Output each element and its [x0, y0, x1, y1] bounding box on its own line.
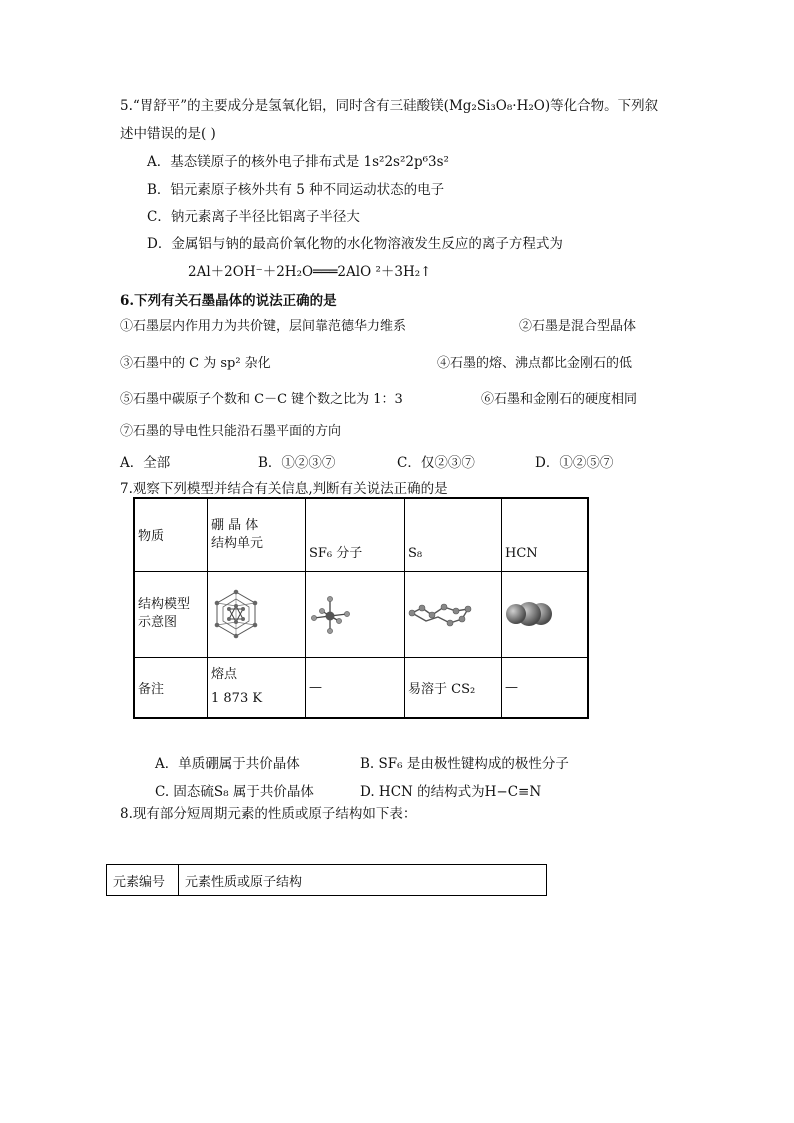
q6-statement-6: ⑥石墨和金刚石的硬度相同	[481, 392, 638, 407]
q6-statement-1: ①石墨层内作用力为共价键，层间靠范德华力维系	[120, 319, 407, 334]
q8-table	[106, 864, 547, 896]
hcn-header: HCN	[502, 498, 589, 571]
q7-stem: 7.观察下列模型并结合有关信息,判断有关说法正确的是	[120, 481, 448, 497]
q5-equation: 2Al＋2OH⁻＋2H₂O═══2AlO ²＋3H₂↑	[188, 264, 432, 280]
q8-stem: 8.现有部分短周期元素的性质或原子结构如下表：	[120, 806, 417, 822]
boron-model-cell	[208, 571, 306, 657]
q6-statement-5: ⑤石墨中碳原子个数和 C－C 键个数之比为 1：3	[120, 392, 403, 407]
s8-ring-icon	[408, 599, 474, 629]
row-header-notes: 备注	[134, 657, 208, 718]
q6-statement-7: ⑦石墨的导电性只能沿石墨平面的方向	[120, 424, 342, 439]
s8-header: S₈	[405, 498, 502, 571]
q8-header-element-property: 元素性质或原子结构	[179, 865, 547, 896]
boron-note	[208, 657, 306, 718]
q6-statement-2: ②石墨是混合型晶体	[519, 319, 637, 334]
q5-stem-line2: 述中错误的是( )	[120, 126, 216, 142]
q7-option-c: C. 固态硫S₈ 属于共价晶体	[155, 784, 314, 800]
q5-option-d: D．金属铝与钠的最高价氧化物的水化物溶液发生反应的离子方程式为	[147, 236, 563, 252]
q8-header-element-no: 元素编号	[107, 865, 179, 896]
hcn-note: —	[502, 657, 589, 718]
boron-note-value: 1 873 K	[211, 691, 263, 707]
boron-header-line2: 结构单元	[211, 535, 264, 551]
q6-stem: 6.下列有关石墨晶体的说法正确的是	[120, 293, 337, 309]
sf6-note: —	[306, 657, 405, 718]
boron-note-label: 熔点	[211, 667, 238, 683]
row-header-model	[134, 571, 208, 657]
hcn-model-cell	[502, 571, 589, 657]
q5-stem-line1: 5.“胃舒平”的主要成分是氢氧化铝，同时含有三硅酸镁(Mg₂Si₃O₈·H₂O)等化合物。下列叙	[120, 98, 659, 114]
q6-option-d: D．①②⑤⑦	[535, 455, 614, 471]
hcn-spacefill-icon	[505, 599, 555, 629]
sf6-header: SF₆ 分子	[306, 498, 405, 571]
q7-table	[133, 497, 589, 719]
boron-icosahedron-icon	[211, 589, 261, 639]
q6-statement-3: ③石墨中的 C 为 sp² 杂化	[120, 356, 271, 371]
q5-option-c: C．钠元素离子半径比铝离子半径大	[147, 209, 360, 225]
sf6-molecule-icon	[309, 594, 353, 634]
q6-option-b: B．①②③⑦	[258, 455, 336, 471]
boron-header	[208, 498, 306, 571]
q7-option-b: B. SF₆ 是由极性键构成的极性分子	[360, 756, 569, 772]
boron-header-line1: 硼 晶 体	[211, 517, 259, 533]
s8-model-cell	[405, 571, 502, 657]
q5-option-b: B．铝元素原子核外共有 5 种不同运动状态的电子	[147, 182, 445, 198]
q6-option-c: C．仅②③⑦	[397, 455, 475, 471]
sf6-model-cell	[306, 571, 405, 657]
s8-note: 易溶于 CS₂	[405, 657, 502, 718]
q7-option-d: D. HCN 的结构式为H−C≡N	[360, 784, 542, 800]
q6-statement-4: ④石墨的熔、沸点都比金刚石的低	[437, 356, 633, 371]
q5-option-a: A．基态镁原子的核外电子排布式是 1s²2s²2p⁶3s²	[147, 154, 449, 170]
q7-option-a: A．单质硼属于共价晶体	[155, 756, 300, 772]
q6-option-a: A．全部	[120, 455, 171, 471]
row-header-substance: 物质	[134, 498, 208, 571]
row-header-model-text: 结构模型示意图	[138, 597, 191, 630]
